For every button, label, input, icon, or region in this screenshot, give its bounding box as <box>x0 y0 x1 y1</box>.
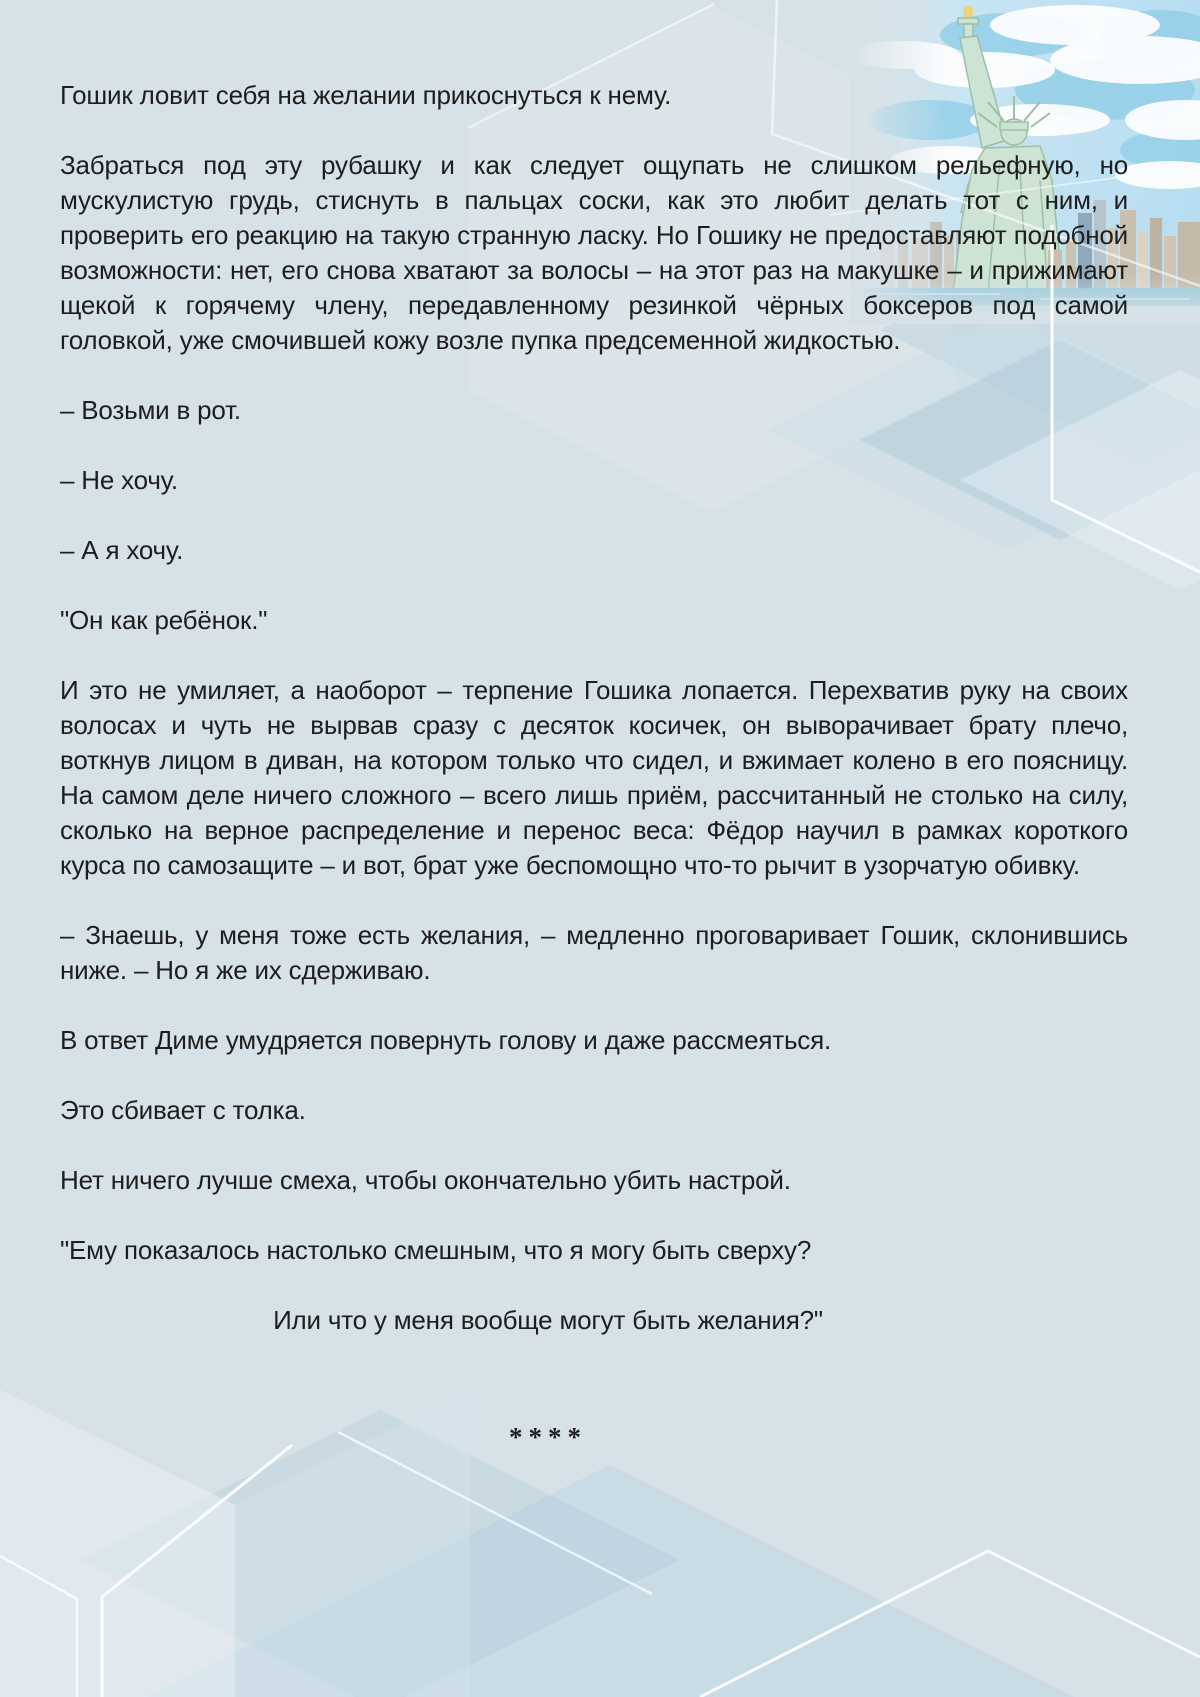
inner-thought-continued: Или что у меня вообще могут быть желания?" <box>273 1305 823 1335</box>
dialogue-line: – Возьми в рот. <box>60 395 241 425</box>
dialogue-line: – Не хочу. <box>60 465 178 495</box>
dialogue-line: – А я хочу. <box>60 535 184 565</box>
story-paragraph-narration: Забраться под эту рубашку и как следует ощупать не слишком рельефную, но мускулистую грудь, стиснуть в пальцах соски, как это любит делать тот с ним, и проверить его реакцию на такую странную ласку. Но Гошику не предоставляют подобной возможности: нет, его снова хватают за волосы – на этот раз на макушке – и прижимают щекой к горячему члену, передавленному резинкой чёрных боксеров под самой головкой, уже смочившей кожу возле пупка предсеменной жидкостью. <box>60 150 1128 355</box>
story-paragraph-narration: В ответ Диме умудряется повернуть голову и даже рассмеяться. <box>60 1025 831 1055</box>
story-paragraph-opening: Гошик ловит себя на желании прикоснуться к нему. <box>60 80 672 110</box>
inner-thought: "Ему показалось настолько смешным, что я могу быть сверху? <box>60 1235 812 1265</box>
inner-thought: "Он как ребёнок." <box>60 605 268 635</box>
section-separator: **** <box>509 1422 587 1452</box>
story-paragraph-narration: Нет ничего лучше смеха, чтобы окончательно убить настрой. <box>60 1165 791 1195</box>
story-paragraph-narration: Это сбивает с толка. <box>60 1095 306 1125</box>
story-paragraph-narration: И это не умиляет, а наоборот – терпение Гошика лопается. Перехватив руку на своих волосах и чуть не вырвав сразу с десяток косичек, он выворачивает брату плечо, воткнув лицом в диван, на котором только что сидел, и вжимает колено в его поясницу. На самом деле ничего сложного – всего лишь приём, рассчитанный не столько на силу, сколько на верное распределение и перенос веса: Фёдор научил в рамках короткого курса по самозащите – и вот, брат уже беспомощно что-то рычит в узорчатую обивку. <box>60 675 1128 880</box>
dialogue-line: – Знаешь, у меня тоже есть желания, – медленно проговаривает Гошик, склонившись ниже. – Но я же их сдерживаю. <box>60 920 1128 985</box>
